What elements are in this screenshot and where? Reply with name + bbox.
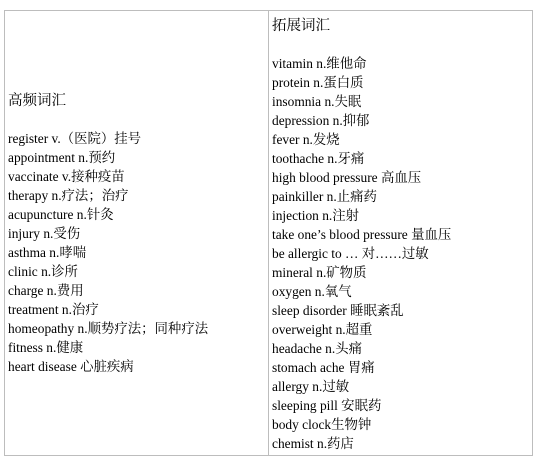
vocabulary-item: oxygen n.氧气 [272, 284, 352, 299]
vocabulary-item: therapy n.疗法；治疗 [8, 188, 129, 203]
vocabulary-item: allergy n.过敏 [272, 379, 350, 394]
extended-vocabulary-column [269, 11, 533, 456]
vocabulary-item: vaccinate v.接种疫苗 [8, 169, 125, 184]
vocabulary-item: heart disease 心脏疾病 [8, 359, 134, 374]
vocabulary-item: charge n.费用 [8, 283, 84, 298]
vocabulary-item: headache n.头痛 [272, 341, 362, 356]
vocabulary-item: protein n.蛋白质 [272, 75, 364, 90]
vocabulary-item: body clock生物钟 [272, 417, 372, 432]
vocabulary-item: sleeping pill 安眠药 [272, 398, 382, 413]
vocabulary-item: stomach ache 胃痛 [272, 360, 375, 375]
vocabulary-item: toothache n.牙痛 [272, 151, 365, 166]
vocabulary-item: be allergic to … 对……过敏 [272, 246, 429, 261]
extended-vocabulary-cell [269, 11, 532, 455]
high-frequency-heading: 高频词汇 [8, 93, 66, 109]
vocabulary-item: acupuncture n.针灸 [8, 207, 114, 222]
high-frequency-word-list [8, 129, 208, 376]
vocabulary-item: vitamin n.维他命 [272, 56, 367, 71]
table-row [5, 11, 533, 456]
vocabulary-item: treatment n.治疗 [8, 302, 99, 317]
vocabulary-item: insomnia n.失眠 [272, 94, 362, 109]
vocabulary-item: fitness n.健康 [8, 340, 84, 355]
vocabulary-item: high blood pressure 高血压 [272, 170, 422, 185]
vocabulary-item: take one’s blood pressure 量血压 [272, 227, 452, 242]
vocabulary-item: homeopathy n.顺势疗法；同种疗法 [8, 321, 209, 336]
vocabulary-item: sleep disorder 睡眠紊乱 [272, 303, 404, 318]
vocabulary-item: injury n.受伤 [8, 226, 81, 241]
vocabulary-item: mineral n.矿物质 [272, 265, 367, 280]
vocabulary-item: overweight n.超重 [272, 322, 373, 337]
extended-vocabulary-heading: 拓展词汇 [272, 18, 330, 34]
extended-vocabulary-word-list [272, 54, 451, 453]
vocabulary-item: depression n.抑郁 [272, 113, 370, 128]
vocabulary-item: chemist n.药店 [272, 436, 354, 451]
vocabulary-table [4, 10, 533, 456]
vocabulary-item: asthma n.哮喘 [8, 245, 87, 260]
high-frequency-column [5, 11, 269, 456]
vocabulary-item: painkiller n.止痛药 [272, 189, 377, 204]
vocabulary-item: injection n.注射 [272, 208, 360, 223]
vocabulary-item: appointment n.预约 [8, 150, 116, 165]
high-frequency-cell [5, 11, 268, 455]
vocabulary-item: register v.（医院）挂号 [8, 131, 142, 146]
vocabulary-item: clinic n.诊所 [8, 264, 78, 279]
vocabulary-item: fever n.发烧 [272, 132, 340, 147]
